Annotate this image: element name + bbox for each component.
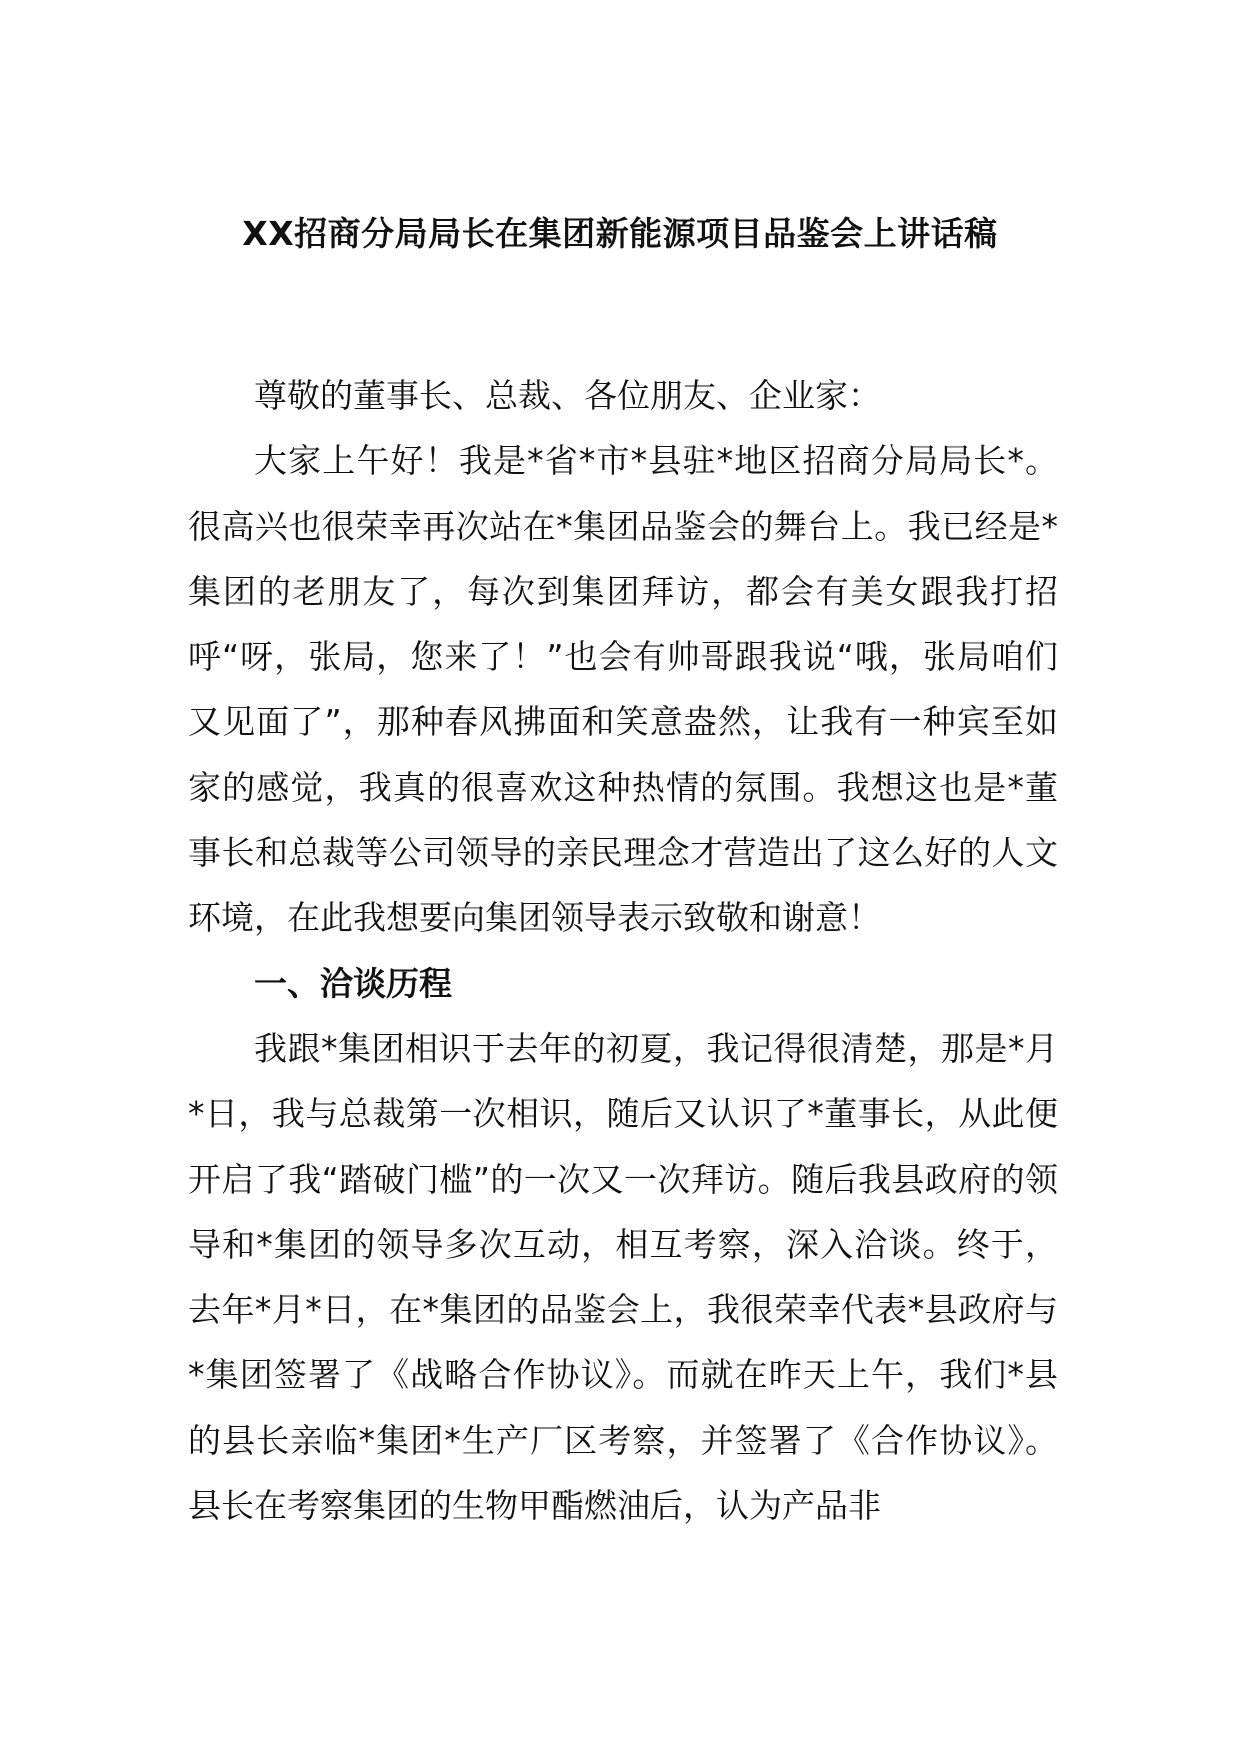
body-paragraph-history: 我跟*集团相识于去年的初夏，我记得很清楚，那是*月*日，我与总裁第一次相识，随后又认识了*董事长，从此便开启了我“踏破门槛”的一次又一次拜访。随后我县政府的领导和*集团的领导多次互动，相互考察，深入洽谈。终于，去年*月*日，在*集团的品鉴会上，我很荣幸代表*县政府与*集团签署了《战略合作协议》。而就在昨天上午，我们*县的县长亲临*集团*生产厂区考察，并签署了《合作协议》。县长在考察集团的生物甲酯燃油后，认为产品非 — [188, 1028, 1058, 1526]
body-paragraph-greeting: 大家上午好！我是*省*市*县驻*地区招商分局局长*。很高兴也很荣幸再次站在*集团品鉴会的舞台上。我已经是*集团的老朋友了，每次到集团拜访，都会有美女跟我打招呼“呀，张局，您来了！”也会有帅哥跟我说“哦，张局咱们又见面了”，那种春风拂面和笑意盎然，让我有一种宾至如家的感觉，我真的很喜欢这种热情的氛围。我想这也是*董事长和总裁等公司领导的亲民理念才营造出了这么好的人文环境，在此我想要向集团领导表示致敬和谢意！ — [188, 441, 1058, 938]
salutation: 尊敬的董事长、总裁、各位朋友、企业家： — [254, 376, 881, 415]
document-title: XX招商分局局长在集团新能源项目品鉴会上讲话稿 — [242, 214, 998, 253]
document-body — [188, 363, 1058, 1538]
section-heading: 一、洽谈历程 — [254, 963, 452, 1003]
